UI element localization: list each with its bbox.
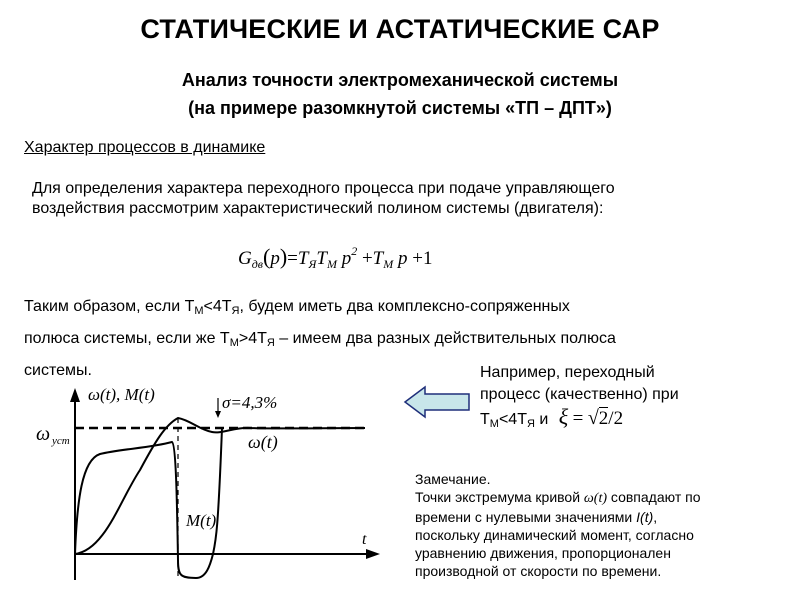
conclusion-text: Таким образом, если Т: [24, 298, 195, 315]
formula-exponent: 2: [351, 244, 358, 258]
intro-paragraph: [32, 179, 615, 219]
formula-p-arg: p: [270, 248, 280, 269]
formula-close-paren: ): [279, 244, 288, 269]
pointer-arrow-icon: [403, 385, 473, 419]
formula-equals: =: [287, 248, 298, 269]
formula-p-squared: p: [341, 248, 352, 269]
formula-g-subscript: дв: [251, 257, 264, 271]
t-axis-label: t: [362, 531, 367, 548]
xi-symbol: ξ: [558, 404, 569, 429]
sub-m: М: [229, 337, 239, 349]
remark-block: [415, 470, 785, 580]
sub-ya: Я: [526, 418, 535, 430]
conclusion-text: – имеем два разных действительных полюса: [274, 330, 616, 347]
formula-one: 1: [422, 248, 433, 269]
example-line-1: Например, переходный: [480, 364, 655, 381]
conclusion-line-1: [24, 293, 616, 325]
formula-t-ya: T: [297, 248, 309, 269]
slide-title: СТАТИЧЕСКИЕ И АСТАТИЧЕСКИЕ САР: [140, 14, 660, 44]
formula-sub-m: M: [326, 257, 337, 271]
example-note: [480, 362, 679, 435]
subtitle-line-1: Анализ точности электромеханической системы: [181, 70, 619, 90]
remark-line-3: поскольку динамический момент, согласно: [415, 527, 694, 543]
sqrt-sign: √: [587, 407, 599, 429]
conclusion-text: >4Т: [238, 330, 267, 347]
formula-p-linear: p: [397, 248, 408, 269]
conclusion-text: полюса системы, если же Т: [24, 330, 230, 347]
remark-text: времени с нулевыми значениями: [415, 509, 637, 525]
remark-current: I(t): [636, 509, 654, 525]
remark-line-4: уравнению движения, пропорционален: [415, 545, 671, 561]
xi-equals: =: [572, 408, 584, 429]
sqrt-argument: 2: [598, 408, 609, 429]
remark-line-2: [415, 508, 785, 526]
overshoot-label: σ=4,3%: [222, 393, 278, 412]
torque-curve: [75, 428, 222, 578]
example-text: <4Т: [498, 411, 527, 428]
remark-omega: ω(t): [583, 491, 608, 506]
intro-line-1: Для определения характера переходного процесса при подаче управляющего: [32, 180, 615, 197]
remark-line-1: [415, 488, 785, 508]
fraction-denominator: 2: [613, 408, 624, 429]
characteristic-polynomial-formula: [238, 244, 432, 272]
formula-t-m: T: [316, 248, 327, 269]
formula-sub-m-2: M: [383, 257, 394, 271]
conclusion-text: , будем иметь два комплексно-сопряженных: [239, 298, 570, 315]
conclusion-line-2: [24, 325, 616, 357]
sub-m: М: [489, 418, 499, 430]
y-axis-arrow: [70, 388, 80, 402]
formula-sub-ya: Я: [308, 257, 317, 271]
formula-g: G: [238, 248, 252, 269]
formula-t-m-2: T: [372, 248, 384, 269]
omega-ust-subscript: уст: [52, 435, 70, 447]
conclusion-line-3: системы.: [24, 362, 92, 379]
overshoot-arrow: [215, 411, 221, 418]
remark-heading: Замечание.: [415, 471, 491, 487]
omega-ust-label: ω: [36, 423, 51, 445]
subtitle-line-2: (на примере разомкнутой системы «ТП – ДПТ»): [188, 98, 612, 118]
example-text: Т: [480, 411, 490, 428]
remark-line-5: производной от скорости по времени.: [415, 563, 662, 579]
graph-top-label: ω(t), M(t): [88, 385, 155, 404]
sub-ya: Я: [266, 337, 275, 349]
remark-text: Точки экстремума кривой: [415, 489, 584, 505]
formula-plus-2: +: [412, 248, 423, 269]
conclusion-text: <4Т: [203, 298, 232, 315]
remark-text: совпадают по: [607, 489, 701, 505]
formula-open-paren: (: [263, 244, 271, 269]
example-text: и: [534, 411, 549, 428]
example-line-3: [480, 406, 679, 435]
remark-text: ,: [653, 509, 658, 525]
x-axis-arrow: [366, 549, 380, 559]
transient-graph: [0, 380, 400, 600]
fraction-slash: /: [608, 408, 614, 429]
sub-m: М: [194, 305, 204, 317]
sub-ya: Я: [231, 305, 240, 317]
torque-label: M(t): [186, 511, 217, 530]
formula-plus-1: +: [361, 248, 373, 269]
omega-t-label: ω(t): [248, 432, 278, 452]
intro-line-2: воздействия рассмотрим характеристический полином системы (двигателя):: [32, 200, 604, 217]
section-heading: Характер процессов в динамике: [24, 139, 266, 156]
example-line-2: процесс (качественно) при: [480, 386, 679, 403]
